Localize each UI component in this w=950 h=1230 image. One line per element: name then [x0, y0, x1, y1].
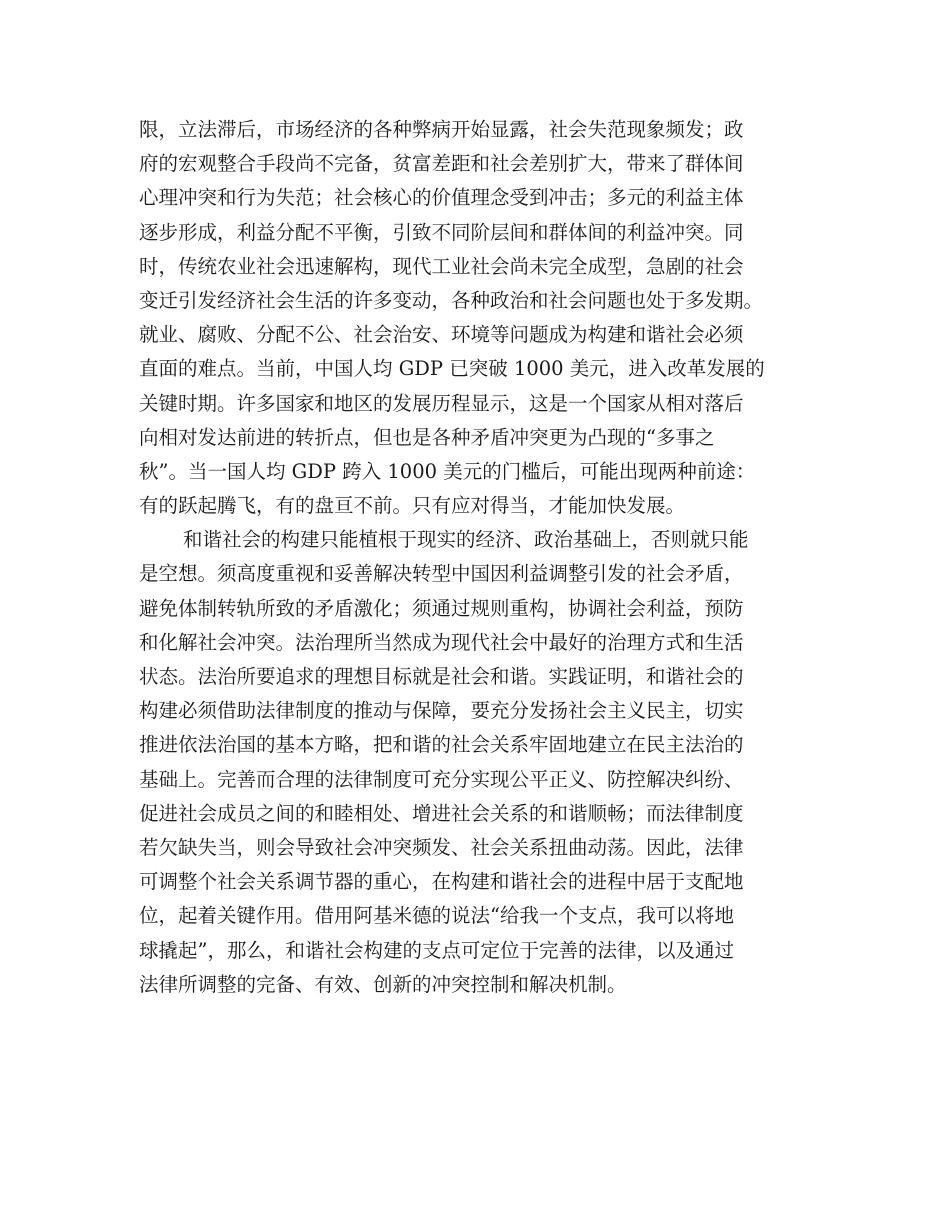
text-line: 避免体制转轨所致的矛盾激化；须通过规则重构，协调社会利益，预防 — [139, 596, 744, 620]
text-line: 秋”。当一国人均 GDP 跨入 1000 美元的门槛后，可能出现两种前途： — [139, 459, 756, 483]
text-line: 法律所调整的完备、有效、创新的冲突控制和解决机制。 — [139, 972, 627, 996]
text-line: 变迁引发经济社会生活的许多变动，各种政治和社会问题也处于多发期。 — [139, 288, 764, 312]
text-line: 逐步形成，利益分配不平衡，引致不同阶层间和群体间的利益冲突。同 — [139, 220, 744, 244]
text-line: 位，起着关键作用。借用阿基米德的说法“给我一个支点，我可以将地 — [139, 904, 734, 928]
paragraph-2 — [139, 523, 829, 1002]
text-line: 就业、腐败、分配不公、社会治安、环境等问题成为构建和谐社会必须 — [139, 323, 744, 347]
body-text — [139, 113, 829, 1002]
text-line: 若欠缺失当，则会导致社会冲突频发、社会关系扭曲动荡。因此，法律 — [139, 835, 744, 859]
text-line: 向相对发达前进的转折点，但也是各种矛盾冲突更为凸现的“多事之 — [139, 425, 715, 449]
text-line: 构建必须借助法律制度的推动与保障，要充分发扬社会主义民主，切实 — [139, 699, 744, 723]
text-line: 推进依法治国的基本方略，把和谐的社会关系牢固地建立在民主法治的 — [139, 733, 744, 757]
text-line: 限，立法滞后，市场经济的各种弊病开始显露，社会失范现象频发；政 — [139, 118, 744, 141]
text-line: 直面的难点。当前，中国人均 GDP 已突破 1000 美元，进入改革发展的 — [139, 357, 765, 381]
text-line: 和谐社会的构建只能植根于现实的经济、政治基础上，否则就只能 — [183, 528, 749, 552]
text-line: 心理冲突和行为失范；社会核心的价值理念受到冲击；多元的利益主体 — [139, 186, 744, 210]
text-line: 有的跃起腾飞，有的盘亘不前。只有应对得当，才能加快发展。 — [139, 494, 686, 518]
text-line: 促进社会成员之间的和睦相处、增进社会关系的和谐顺畅；而法律制度 — [139, 801, 744, 825]
text-line: 可调整个社会关系调节器的重心，在构建和谐社会的进程中居于支配地 — [139, 870, 744, 894]
text-line: 球撬起”，那么，和谐社会构建的支点可定位于完善的法律，以及通过 — [139, 938, 734, 962]
text-line: 基础上。完善而合理的法律制度可充分实现公平正义、防控解决纠纷、 — [139, 767, 744, 791]
text-line: 和化解社会冲突。法治理所当然成为现代社会中最好的治理方式和生活 — [139, 630, 744, 654]
text-line: 状态。法治所要追求的理想目标就是社会和谐。实践证明，和谐社会的 — [139, 665, 744, 688]
text-line: 府的宏观整合手段尚不完备，贫富差距和社会差别扩大，带来了群体间 — [139, 152, 744, 176]
text-line: 关键时期。许多国家和地区的发展历程显示，这是一个国家从相对落后 — [139, 391, 744, 415]
text-line: 是空想。须高度重视和妥善解决转型中国因利益调整引发的社会矛盾， — [139, 562, 744, 586]
paragraph-1 — [139, 113, 829, 523]
text-line: 时，传统农业社会迅速解构，现代工业社会尚未完全成型，急剧的社会 — [139, 254, 744, 278]
